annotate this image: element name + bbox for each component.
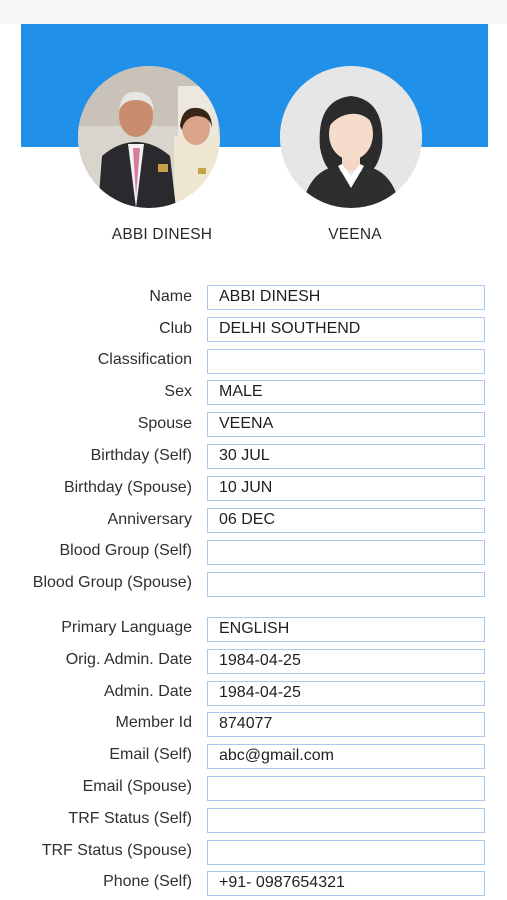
blood-group-spouse-field[interactable] [207, 572, 485, 597]
club-field[interactable]: DELHI SOUTHEND [207, 317, 485, 342]
blood-group-self-field[interactable] [207, 540, 485, 565]
admin-date-label: Admin. Date [103, 683, 192, 700]
member-id-label: Member Id [115, 714, 192, 731]
birthday-self-field[interactable]: 30 JUL [207, 444, 485, 469]
status-bar [0, 0, 507, 24]
spouse-name-label: VEENA [328, 226, 382, 243]
name-field[interactable]: ABBI DINESH [207, 285, 485, 310]
blood-group-spouse-label: Blood Group (Spouse) [32, 574, 192, 591]
member-couple-photo [78, 66, 220, 208]
member-id-field[interactable]: 874077 [207, 712, 485, 737]
spouse-field[interactable]: VEENA [207, 412, 485, 437]
member-name-label: ABBI DINESH [111, 226, 213, 243]
classification-label: Classification [97, 351, 192, 368]
phone-self-label: Phone (Self) [103, 873, 192, 890]
email-spouse-label: Email (Spouse) [82, 778, 192, 795]
trf-status-self-label: TRF Status (Self) [68, 810, 192, 827]
name-label: Name [149, 288, 192, 305]
sex-field[interactable]: MALE [207, 380, 485, 405]
trf-status-spouse-field[interactable] [207, 840, 485, 865]
spouse-photo[interactable] [280, 66, 422, 208]
club-label: Club [159, 320, 192, 337]
birthday-spouse-label: Birthday (Spouse) [63, 479, 192, 496]
spouse-label: Spouse [137, 415, 192, 432]
blood-group-self-label: Blood Group (Self) [59, 542, 192, 559]
orig-admin-date-field[interactable]: 1984-04-25 [207, 649, 485, 674]
female-avatar-icon [280, 66, 422, 208]
birthday-self-label: Birthday (Self) [90, 447, 192, 464]
email-spouse-field[interactable] [207, 776, 485, 801]
phone-self-field[interactable]: +91- 0987654321 [207, 871, 485, 896]
primary-language-label: Primary Language [61, 619, 192, 636]
primary-language-field[interactable]: ENGLISH [207, 617, 485, 642]
member-photo[interactable] [78, 66, 220, 208]
email-self-label: Email (Self) [109, 746, 192, 763]
trf-status-self-field[interactable] [207, 808, 485, 833]
sex-label: Sex [164, 383, 192, 400]
trf-status-spouse-label: TRF Status (Spouse) [41, 842, 192, 859]
classification-field[interactable] [207, 349, 485, 374]
orig-admin-date-label: Orig. Admin. Date [65, 651, 192, 668]
admin-date-field[interactable]: 1984-04-25 [207, 681, 485, 706]
anniversary-field[interactable]: 06 DEC [207, 508, 485, 533]
anniversary-label: Anniversary [107, 511, 192, 528]
birthday-spouse-field[interactable]: 10 JUN [207, 476, 485, 501]
email-self-field[interactable]: abc@gmail.com [207, 744, 485, 769]
